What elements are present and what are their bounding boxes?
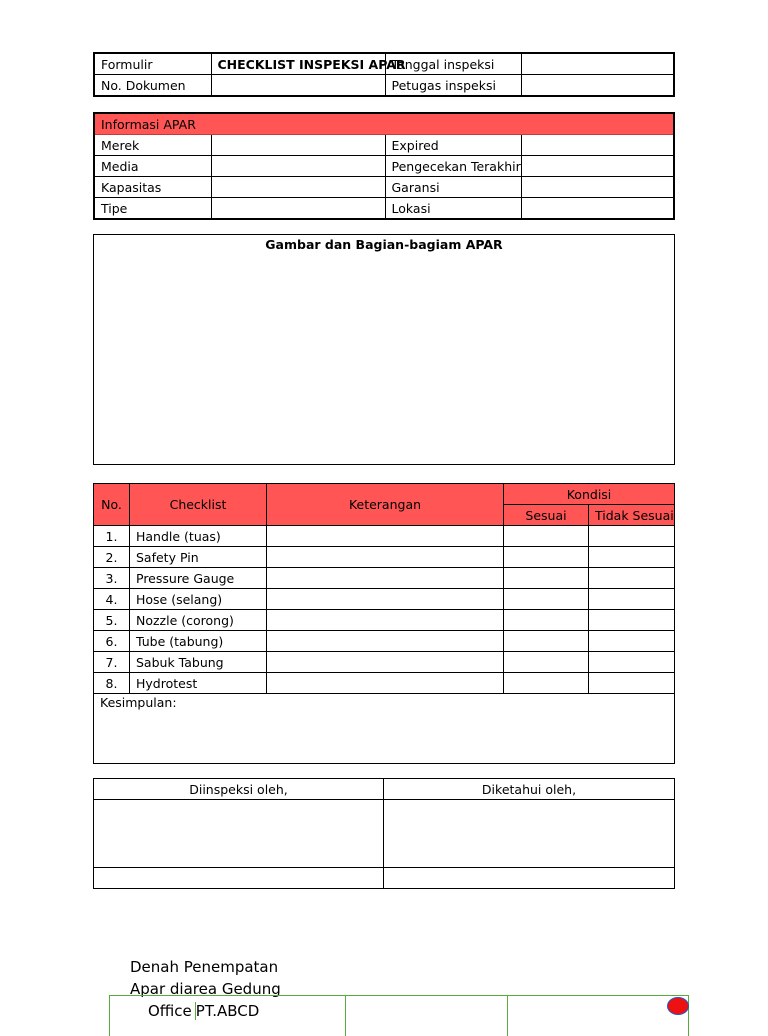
formulir-label: Formulir [94, 53, 211, 75]
item-no: 2. [94, 547, 130, 568]
col-header-sesuai: Sesuai [504, 505, 589, 526]
table-row [94, 673, 675, 694]
item-no: 3. [94, 568, 130, 589]
item-name: Hose (selang) [130, 589, 267, 610]
info-label-left: Merek [94, 135, 211, 156]
tidak-sesuai-cell[interactable] [589, 568, 675, 589]
picture-title: Gambar dan Bagian-bagiam APAR [265, 237, 503, 252]
item-name: Sabuk Tabung [130, 652, 267, 673]
office-word: Office [148, 1002, 196, 1020]
office-label [148, 1000, 259, 1022]
table-row [94, 547, 675, 568]
dokumen-label: No. Dokumen [94, 75, 211, 97]
item-no: 5. [94, 610, 130, 631]
inspector-name-field[interactable] [94, 868, 384, 889]
col-header-keterangan: Keterangan [267, 484, 504, 526]
info-table [93, 112, 675, 220]
sesuai-cell[interactable] [504, 673, 589, 694]
header-table [93, 52, 675, 97]
picture-box[interactable] [93, 234, 675, 465]
kesimpulan-field[interactable]: Kesimpulan: [94, 694, 675, 764]
table-row [94, 631, 675, 652]
tidak-sesuai-cell[interactable] [589, 547, 675, 568]
info-title: Informasi APAR [94, 113, 674, 135]
plan-title-line-1: Denah Penempatan [130, 958, 279, 976]
info-label-left: Media [94, 156, 211, 177]
plan-grid-line [345, 996, 346, 1036]
tidak-sesuai-cell[interactable] [589, 589, 675, 610]
sesuai-cell[interactable] [504, 610, 589, 631]
info-field-right[interactable] [521, 135, 674, 156]
sesuai-cell[interactable] [504, 631, 589, 652]
keterangan-field[interactable] [267, 610, 504, 631]
col-header-checklist: Checklist [130, 484, 267, 526]
keterangan-field[interactable] [267, 568, 504, 589]
item-name: Nozzle (corong) [130, 610, 267, 631]
info-field-left[interactable] [211, 135, 385, 156]
keterangan-field[interactable] [267, 589, 504, 610]
inspector-signature-area[interactable] [94, 800, 384, 868]
item-name: Safety Pin [130, 547, 267, 568]
item-no: 1. [94, 526, 130, 547]
info-field-left[interactable] [211, 198, 385, 220]
info-field-right[interactable] [521, 198, 674, 220]
keterangan-field[interactable] [267, 631, 504, 652]
keterangan-field[interactable] [267, 547, 504, 568]
info-row [94, 198, 674, 220]
known-by-label: Diketahui oleh, [384, 779, 675, 800]
tanggal-label: Tanggal inspeksi [385, 53, 521, 75]
company-name: PT.ABCD [195, 1002, 260, 1020]
petugas-field[interactable] [521, 75, 674, 97]
sesuai-cell[interactable] [504, 568, 589, 589]
sesuai-cell[interactable] [504, 547, 589, 568]
signature-table [93, 778, 675, 889]
signature-name-row [94, 868, 675, 889]
sesuai-cell[interactable] [504, 652, 589, 673]
approver-signature-area[interactable] [384, 800, 675, 868]
tidak-sesuai-cell[interactable] [589, 673, 675, 694]
plan-title [130, 956, 281, 1000]
table-row [94, 589, 675, 610]
tidak-sesuai-cell[interactable] [589, 610, 675, 631]
col-header-tidak-sesuai: Tidak Sesuai [589, 505, 675, 526]
form-title: CHECKLIST INSPEKSI APAR [211, 53, 385, 75]
info-label-left: Tipe [94, 198, 211, 220]
item-no: 6. [94, 631, 130, 652]
table-row [94, 610, 675, 631]
col-header-no: No. [94, 484, 130, 526]
header-row-2 [94, 75, 674, 97]
info-field-left[interactable] [211, 177, 385, 198]
item-no: 7. [94, 652, 130, 673]
keterangan-field[interactable] [267, 652, 504, 673]
table-row [94, 526, 675, 547]
info-header-row [94, 113, 674, 135]
info-field-right[interactable] [521, 177, 674, 198]
info-label-right: Garansi [385, 177, 521, 198]
info-label-right: Pengecekan Terakhir [385, 156, 521, 177]
item-name: Handle (tuas) [130, 526, 267, 547]
tidak-sesuai-cell[interactable] [589, 652, 675, 673]
info-row [94, 156, 674, 177]
item-name: Tube (tabung) [130, 631, 267, 652]
table-row [94, 568, 675, 589]
header-row-1 [94, 53, 674, 75]
checklist-table [93, 483, 675, 764]
tidak-sesuai-cell[interactable] [589, 526, 675, 547]
item-name: Pressure Gauge [130, 568, 267, 589]
item-no: 8. [94, 673, 130, 694]
tidak-sesuai-cell[interactable] [589, 631, 675, 652]
keterangan-field[interactable] [267, 526, 504, 547]
plan-grid-line [507, 996, 508, 1036]
dokumen-field[interactable] [211, 75, 385, 97]
info-field-left[interactable] [211, 156, 385, 177]
approver-name-field[interactable] [384, 868, 675, 889]
info-label-left: Kapasitas [94, 177, 211, 198]
item-no: 4. [94, 589, 130, 610]
sesuai-cell[interactable] [504, 589, 589, 610]
plan-title-line-2: Apar diarea Gedung [130, 980, 281, 998]
inspected-by-label: Diinspeksi oleh, [94, 779, 384, 800]
keterangan-field[interactable] [267, 673, 504, 694]
kesimpulan-row [94, 694, 675, 764]
tanggal-field[interactable] [521, 53, 674, 75]
signature-space-row [94, 800, 675, 868]
checklist-header-row [94, 484, 675, 505]
info-row [94, 135, 674, 156]
petugas-label: Petugas inspeksi [385, 75, 521, 97]
signature-header-row [94, 779, 675, 800]
info-row [94, 177, 674, 198]
info-field-right[interactable] [521, 156, 674, 177]
info-label-right: Lokasi [385, 198, 521, 220]
item-name: Hydrotest [130, 673, 267, 694]
plan-grid-line [109, 996, 110, 1036]
col-header-kondisi: Kondisi [504, 484, 675, 505]
sesuai-cell[interactable] [504, 526, 589, 547]
info-label-right: Expired [385, 135, 521, 156]
table-row [94, 652, 675, 673]
fire-extinguisher-marker-icon[interactable] [667, 997, 689, 1015]
